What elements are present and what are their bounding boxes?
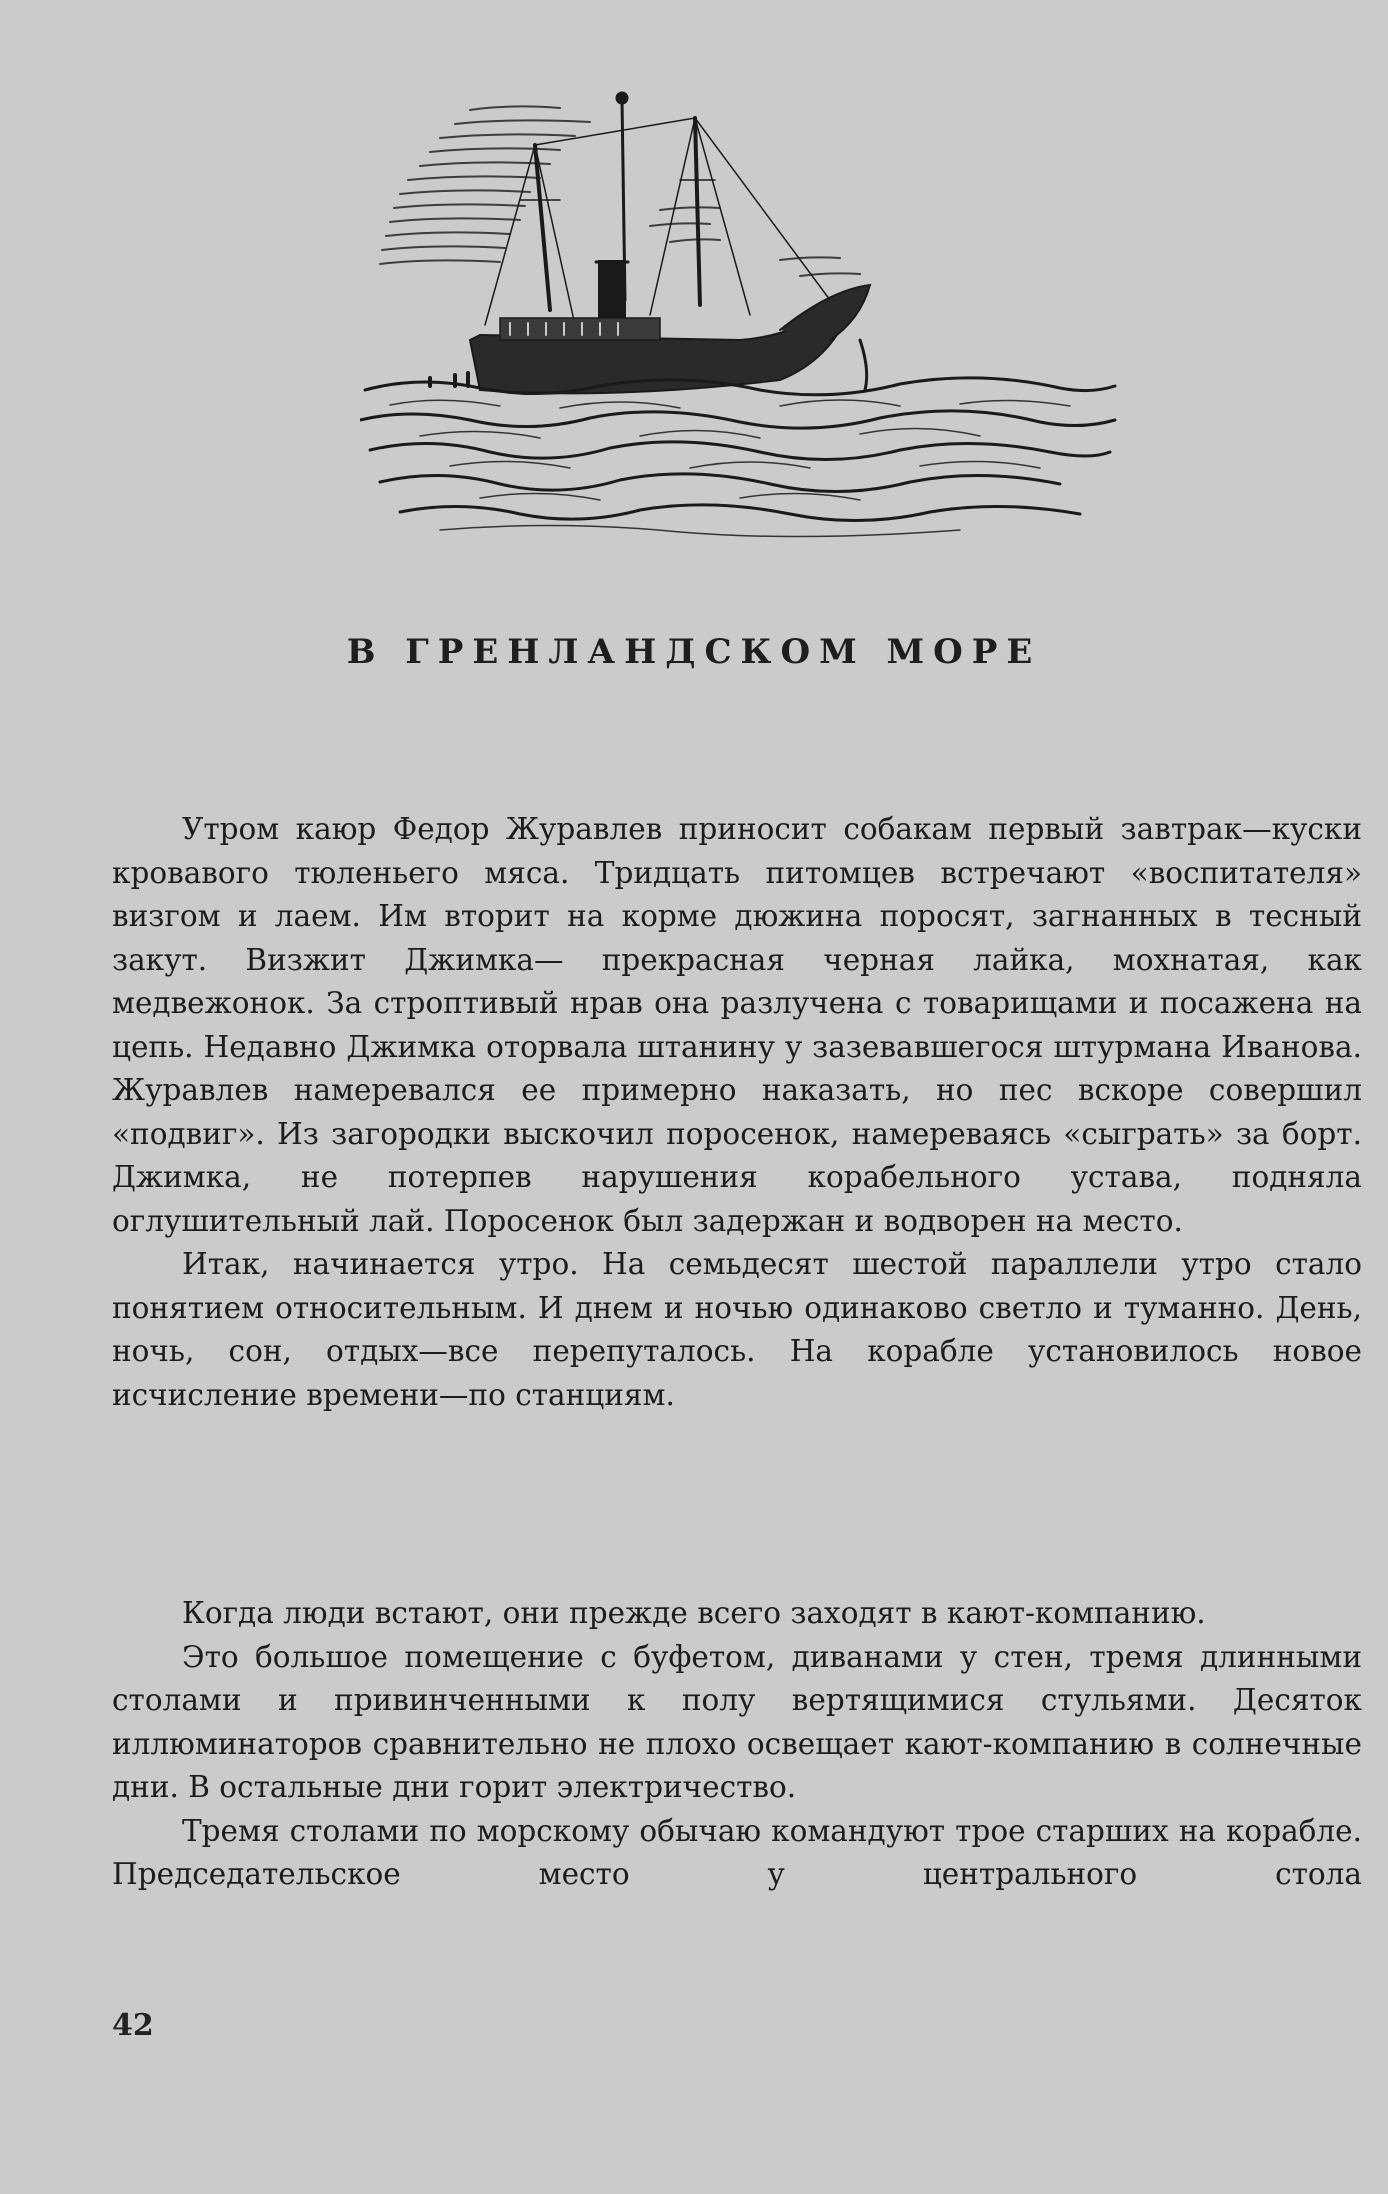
paragraph-morning: Итак, начинается утро. На семьдесят шестой параллели утро стало понятием относительным. И днем и ночью одинаково светло и туманно. День, ночь, сон, отдых—все перепуталось. На корабле установилось новое исчисление времени—по станциям. xyxy=(112,1247,1362,1412)
section-one-text xyxy=(112,808,1362,1417)
chapter-title: В ГРЕНЛАНДСКОМ МОРЕ xyxy=(346,632,1042,672)
section-two-text xyxy=(112,1592,1362,1897)
paragraph-tables: Тремя столами по морскому обычаю командуют трое старших на корабле. Председательское место у центрального стола xyxy=(112,1813,1362,1891)
paragraph-wardroom-description: Это большое помещение с буфетом, диванами у стен, тремя длинными столами и привинченными к полу вертящимися стульями. Десяток иллюминаторов сравнительно не плохо освещает кают-компанию в солнечные дни. В остальные дни горит электричество. xyxy=(112,1639,1362,1804)
page-number: 42 xyxy=(112,2008,154,2043)
steamship-at-sea-icon xyxy=(360,90,1120,550)
paragraph-dogs: Утром каюр Федор Журавлев приносит собакам первый завтрак—куски кровавого тюленьего мяса. Тридцать питомцев встречают «воспитателя» визгом и лаем. Им вторит на корме дюжина поросят, загнанных в тесный закут. Визжит Джимка— прекрасная черная лайка, мохнатая, как медвежонок. За строптивый нрав она разлучена с товарищами и посажена на цепь. Недавно Джимка оторвала штанину у зазевавшегося штурмана Иванова. Журавлев намеревался ее примерно наказать, но пес вскоре совершил «подвиг». Из загородки выскочил поросенок, намереваясь «сыграть» за борт. Джимка, не потерпев нарушения корабельного устава, подняла оглушительный лай. Поросенок был задержан и водворен на место. xyxy=(112,812,1362,1238)
paragraph-wardroom-intro: Когда люди встают, они прежде всего заходят в кают-компанию. xyxy=(182,1596,1206,1630)
